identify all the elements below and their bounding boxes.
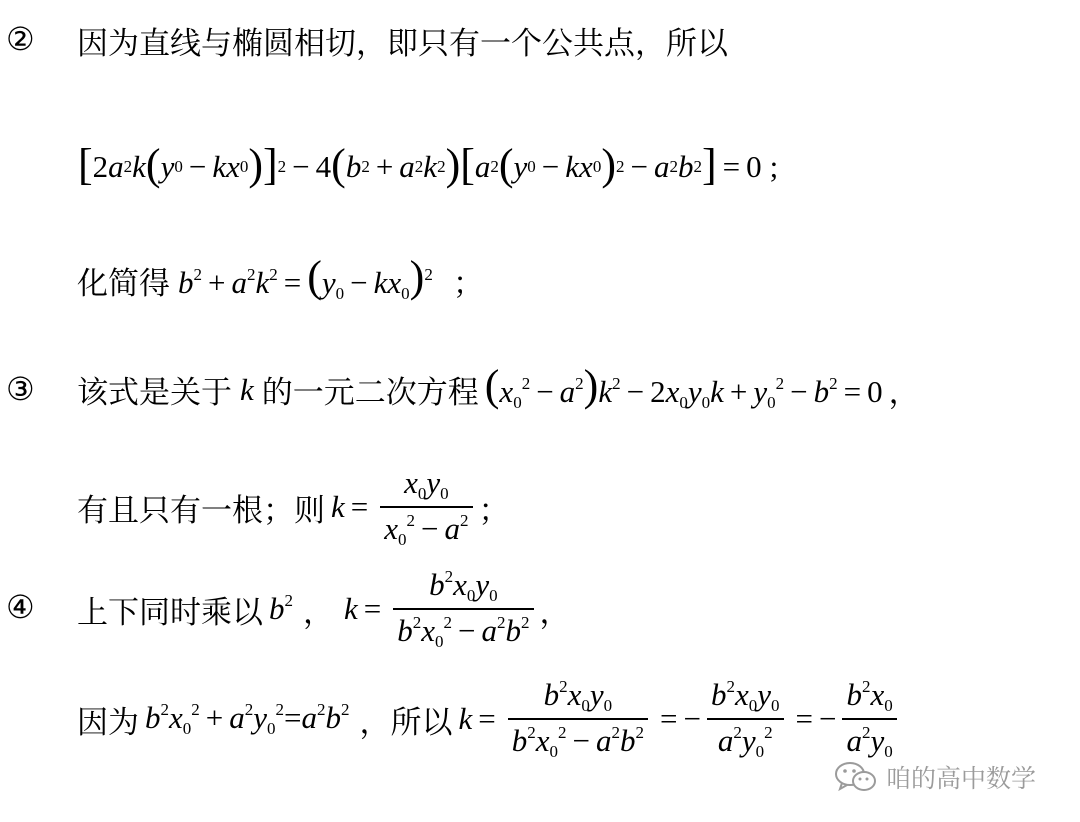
watermark <box>834 759 1036 795</box>
statement-single-root: 有且只有一根；则 k = $\frac{x_0y_0}{x_0^2 - a^2}$ ； <box>77 465 510 549</box>
marker-3: ③ <box>6 370 35 408</box>
simplified-label: 化简得 <box>77 266 170 302</box>
fraction-k: $\frac{x_0y_0}{x_0^2 - a^2}$ <box>380 464 472 550</box>
statement-result: 因为 $b^2x_0^2 + a^2y_0^2=a^2b^2$ ，所以 k = $\frac{b^2x_0y_0}{b^2x_0^2 - a^2b^2}$ = − $\frac{b^2x_0y_0}{a^2y_0^2}$ = − $\frac{b^2x_0}{a^2y_0}$ <box>77 676 903 762</box>
equation-discriminant: [ 2 a 2 k ( y 0 − kx 0 ) ] 2 − 4 ( b 2 + a 2 k 2 ) [ a 2 ( y 0 − kx 0 ) 2 − a 2 b 2 ] = 0 ; <box>78 140 779 189</box>
watermark-text: 咱的高中数学 <box>886 764 1037 793</box>
fraction-k-multiplied: $\frac{b^2x_0y_0}{b^2x_0^2 - a^2b^2}$ <box>393 566 533 652</box>
marker-4: ④ <box>6 588 35 626</box>
fraction-result-1: $\frac{b^2x_0y_0}{b^2x_0^2 - a^2b^2}$ <box>508 676 648 762</box>
wechat-icon <box>834 760 878 794</box>
statement-multiply: 上下同时乘以 $b^2$ ， k = $\frac{b^2x_0y_0}{b^2x_0^2 - a^2b^2}$ ， <box>77 567 571 651</box>
equation-simplified: 化简得 $b^2 + a^2k^2 = (y_0 - kx_0)^2$ ； <box>77 252 484 303</box>
statement-quadratic: 该式是关于 k 的一元二次方程 $(x_0^2 - a^2)k^2 - 2x_0y_0k + y_0^2 - b^2 = 0$ ， <box>77 361 920 412</box>
fraction-result-3: $\frac{b^2x_0}{a^2y_0}$ <box>842 676 896 762</box>
statement-tangent: 因为直线与椭圆相切，即只有一个公共点，所以 <box>77 26 728 62</box>
fraction-result-2: $\frac{b^2x_0y_0}{a^2y_0^2}$ <box>707 676 784 762</box>
marker-2: ② <box>6 20 35 58</box>
